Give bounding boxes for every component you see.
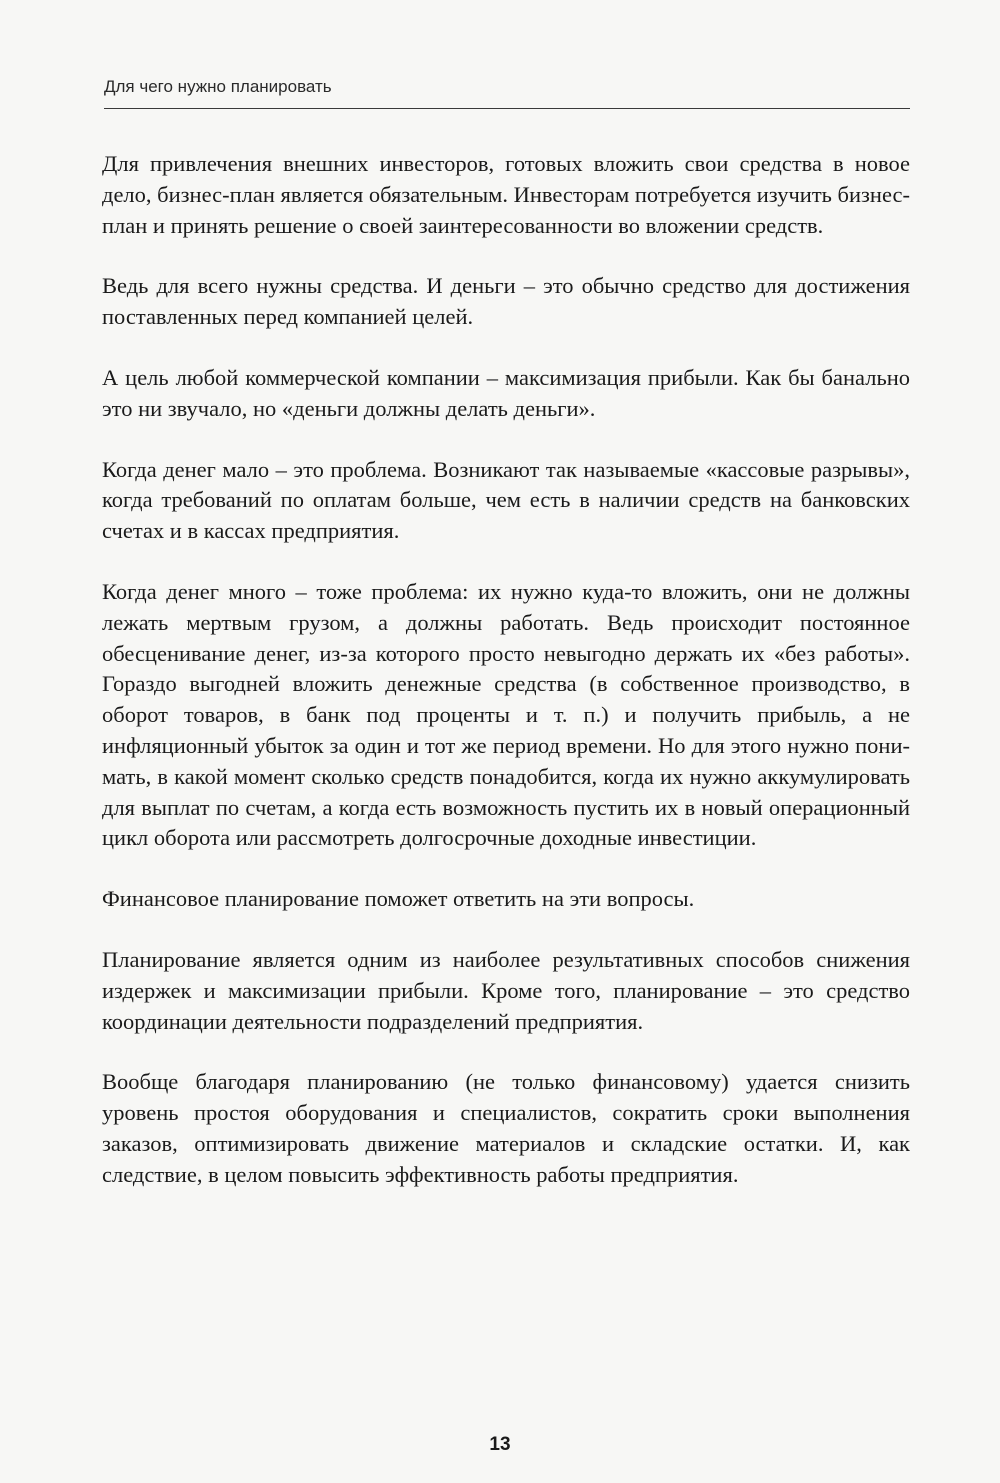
paragraph-planning-results: Планирование является одним из наиболее результативных способов снижения издержек и максимизации прибыли. Кроме того, планирование – это средство координации деятельности подразделений предприятия. [102,946,910,1034]
body-text [102,149,910,1191]
paragraph-financial-planning: Финансовое планирование поможет ответить на эти вопросы. [102,886,695,912]
running-header-title: Для чего нужно планировать [104,77,332,96]
paragraph-little-money: Когда денег мало – это проблема. Возникают так называемые «кассовые разрывы», когда требований по оплатам больше, чем есть в наличии средств на банковских счетах и в кассах предприятия. [102,456,910,544]
running-header [104,76,910,109]
paragraph-goal: А цель любой коммерческой компании – максимизация прибыли. Как бы банально это ни звучало, но «деньги должны делать деньги». [102,364,910,421]
paragraph-planning-benefits: Вообще благодаря планированию (не только финансовому) удается снизить уровень простоя оборудования и специалистов, сократить сроки выполнения заказов, оптимизировать движение материалов и складские остатки. И, как следствие, в целом повысить эффективность работы предприятия. [102,1069,910,1187]
paragraph-means: Ведь для всего нужны средства. И деньги – это обычно средство для достижения поставленных перед компанией целей. [102,273,910,330]
page-number: 13 [489,1434,511,1455]
paragraph-much-money: Когда денег много – тоже проблема: их нужно куда-то вложить, они не должны лежать мертвым грузом, а должны работать. Ведь происходит постоянное обесценивание денег, из-за которого просто невыгодно держать их «без работы». Гораздо выгодней вложить денежные средства (в собственное производство, в оборот товаров, в банк под проценты и т. п.) и получить прибыль, а не инфляционный убыток за один и тот же период времени. Но для этого нужно понимать, в какой момент сколько средств понадобится, когда их нужно аккумулировать для выплат по счетам, а когда есть возможность пустить их в новый операционный цикл оборота или рассмотреть долгосрочные доходные инвестиции. [102,578,910,851]
paragraph-investors: Для привлечения внешних инвесторов, готовых вложить свои средства в новое дело, бизнес-план является обязательным. Инвесторам потребуется изучить бизнес-план и принять решение о своей заинтересованности во вложении средств. [102,151,910,238]
